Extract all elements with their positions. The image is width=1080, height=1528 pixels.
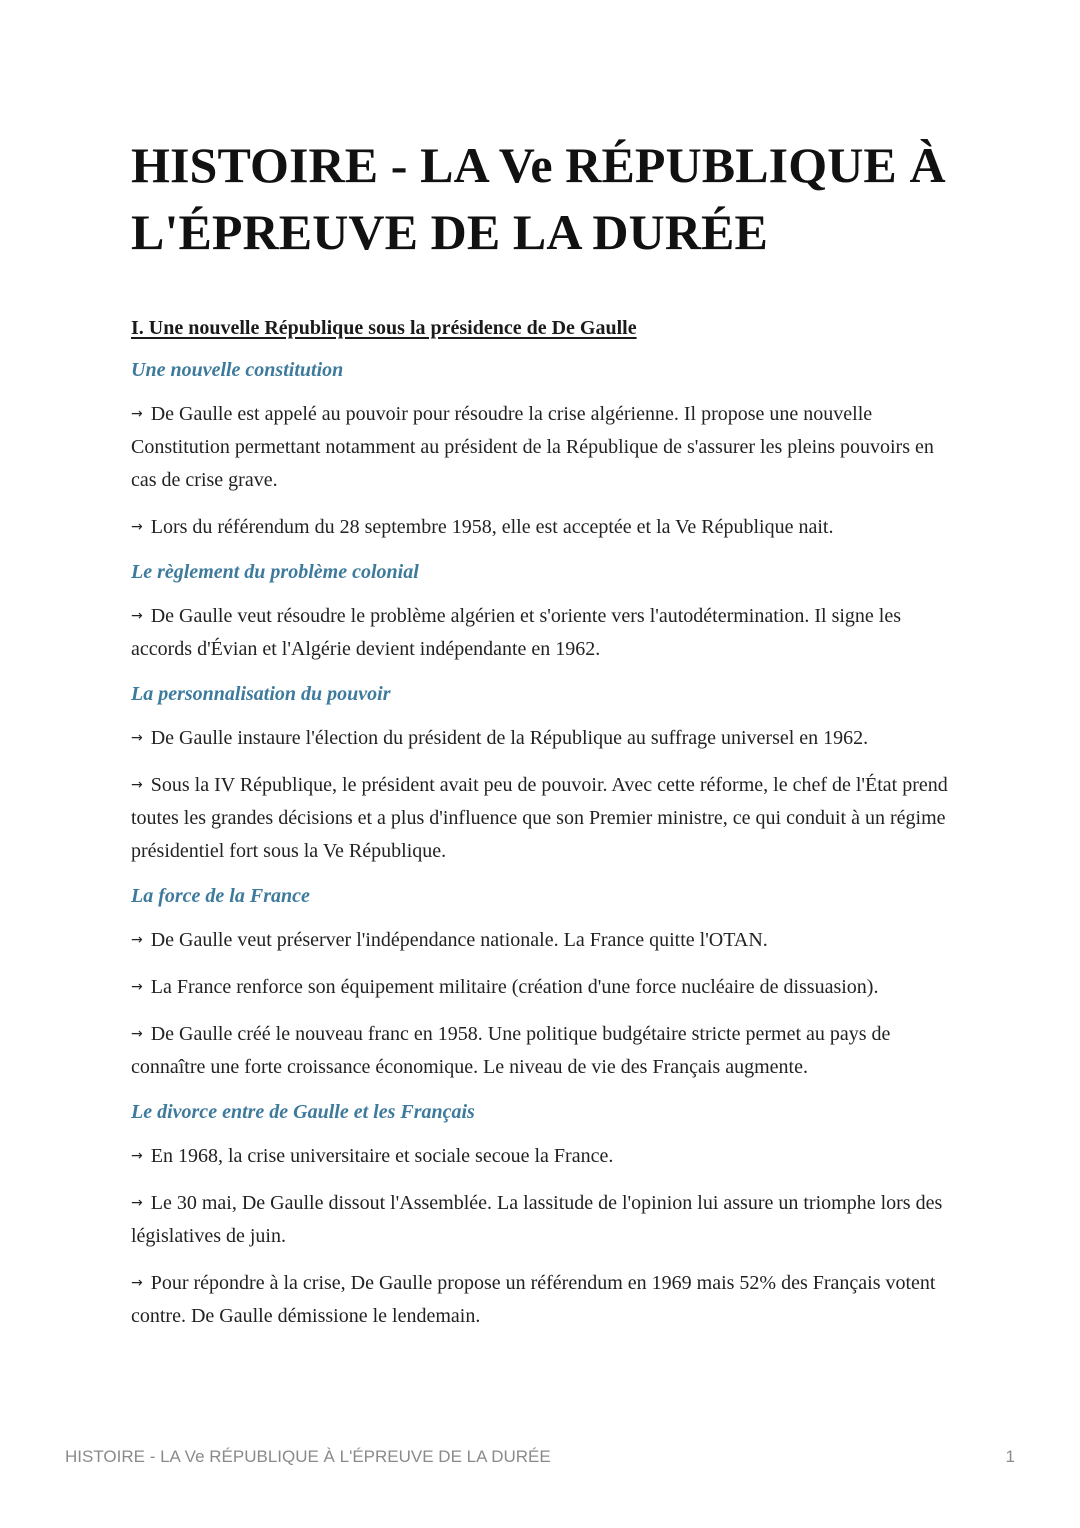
paragraph-text: De Gaulle créé le nouveau franc en 1958. Une politique budgétaire stricte permet au pays de connaître une forte croissance économique. Le niveau de vie des Français augmente.: [131, 1023, 891, 1078]
section-title: [131, 314, 951, 342]
subsection-heading: Une nouvelle constitution: [131, 359, 344, 381]
arrow-right-icon: →: [131, 979, 143, 995]
paragraph: [131, 600, 951, 666]
document-title: HISTOIRE - LA Ve RÉPUBLIQUE À L'ÉPREUVE DE LA DURÉE: [131, 137, 946, 260]
paragraph-text: En 1968, la crise universitaire et sociale secoue la France.: [150, 1145, 614, 1167]
paragraph: [131, 971, 951, 1004]
arrow-right-icon: →: [131, 1026, 143, 1042]
paragraph-text: De Gaulle veut résoudre le problème algérien et s'oriente vers l'autodétermination. Il signe les accords d'Évian et l'Algérie devient indépendante en 1962.: [131, 605, 902, 660]
paragraph-text: De Gaulle est appelé au pouvoir pour résoudre la crise algérienne. Il propose une nouvelle Constitution permettant notamment au président de la République de s'assurer les pleins pouvoirs en cas de crise grave.: [131, 403, 934, 491]
document-page: [131, 132, 951, 1333]
arrow-right-icon: →: [131, 730, 143, 746]
paragraph: [131, 398, 951, 497]
subsection-heading: La force de la France: [131, 885, 310, 907]
paragraph: [131, 1267, 951, 1333]
paragraph: [131, 1140, 951, 1173]
paragraph: [131, 1018, 951, 1084]
subsection-heading: La personnalisation du pouvoir: [131, 683, 391, 705]
paragraph-text: De Gaulle instaure l'élection du président de la République au suffrage universel en 1962.: [150, 727, 869, 749]
paragraph-text: Lors du référendum du 28 septembre 1958, elle est acceptée et la Ve République nait.: [150, 516, 834, 538]
paragraph-text: Pour répondre à la crise, De Gaulle propose un référendum en 1969 mais 52% des Français votent contre. De Gaulle démissione le lendemain.: [131, 1272, 936, 1327]
arrow-right-icon: →: [131, 777, 143, 793]
arrow-right-icon: →: [131, 406, 143, 422]
footer-title: HISTOIRE - LA Ve RÉPUBLIQUE À L'ÉPREUVE DE LA DURÉE: [65, 1447, 551, 1466]
subsection-heading: Le règlement du problème colonial: [131, 561, 419, 583]
arrow-right-icon: →: [131, 1148, 143, 1164]
paragraph-text: Le 30 mai, De Gaulle dissout l'Assemblée. La lassitude de l'opinion lui assure un triomphe lors des législatives de juin.: [131, 1192, 943, 1247]
arrow-right-icon: →: [131, 608, 143, 624]
paragraph-text: La France renforce son équipement militaire (création d'une force nucléaire de dissuasion).: [150, 976, 879, 998]
paragraph: [131, 769, 951, 868]
paragraph: [131, 511, 951, 544]
subsection-heading: Le divorce entre de Gaulle et les Français: [131, 1101, 475, 1123]
arrow-right-icon: →: [131, 1195, 143, 1211]
paragraph-text: Sous la IV République, le président avait peu de pouvoir. Avec cette réforme, le chef de l'État prend toutes les grandes décisions et a plus d'influence que son Premier ministre, ce qui conduit à un régime présidentiel fort sous la Ve République.: [131, 774, 948, 862]
page-footer: [65, 1447, 1015, 1473]
paragraph: [131, 924, 951, 957]
paragraph: [131, 1187, 951, 1253]
arrow-right-icon: →: [131, 932, 143, 948]
section-title-text: I. Une nouvelle République sous la présidence de De Gaulle: [131, 317, 637, 339]
arrow-right-icon: →: [131, 1275, 143, 1291]
arrow-right-icon: →: [131, 519, 143, 535]
paragraph: [131, 722, 951, 755]
paragraph-text: De Gaulle veut préserver l'indépendance nationale. La France quitte l'OTAN.: [150, 929, 768, 951]
page-number: 1: [1005, 1447, 1015, 1466]
